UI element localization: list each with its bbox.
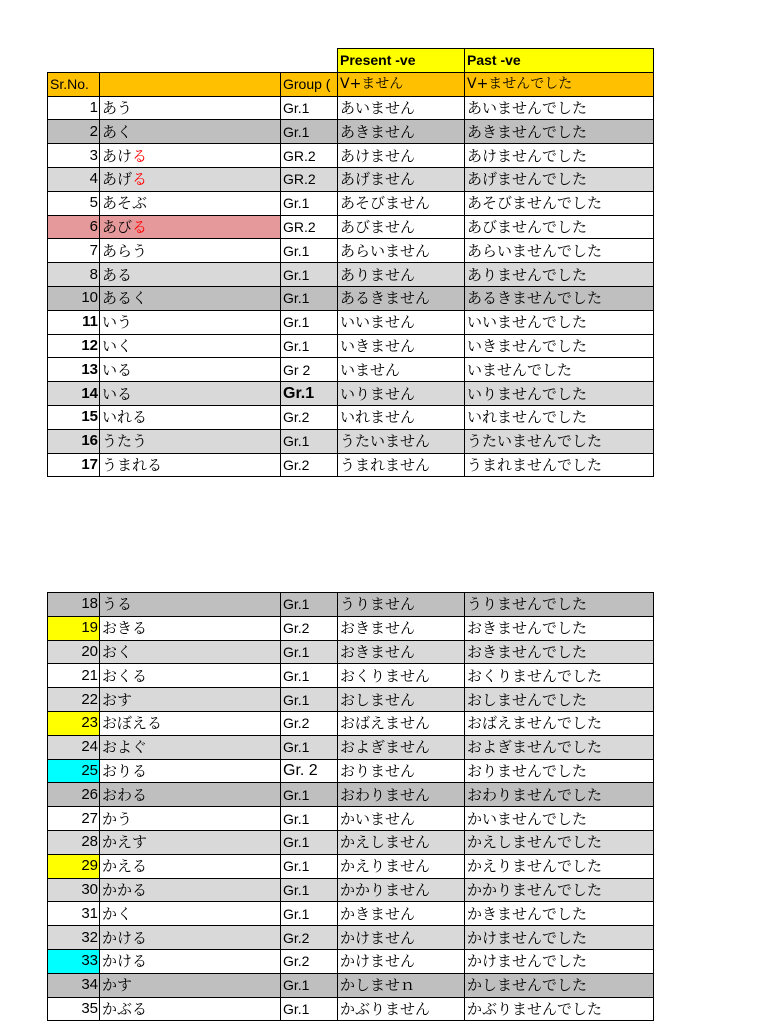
verb-cell: [100, 711, 281, 735]
row-number: 29: [48, 854, 100, 878]
past-negative-cell: いりませんでした: [465, 382, 654, 406]
verb-ending-highlight: る: [132, 170, 148, 189]
group-cell: Gr.1: [281, 664, 338, 688]
group-cell: Gr.1: [281, 239, 338, 263]
row-number: 19: [48, 616, 100, 640]
verb-cell: [100, 949, 281, 973]
present-negative-cell: およぎません: [338, 735, 465, 759]
verb-stem: あく: [102, 122, 133, 141]
present-negative-cell: ありません: [338, 263, 465, 287]
past-negative-cell: かかりませんでした: [465, 878, 654, 902]
past-negative-cell: いいませんでした: [465, 310, 654, 334]
group-cell: Gr.1: [281, 96, 338, 120]
verb-stem: かける: [102, 928, 148, 947]
group-cell: Gr.1: [281, 120, 338, 144]
past-negative-cell: あきませんでした: [465, 120, 654, 144]
verb-cell: [100, 215, 281, 239]
verb-cell: [100, 96, 281, 120]
present-negative-header: Present -ve: [338, 49, 465, 73]
verb-table-2: [47, 592, 654, 1021]
group-cell: Gr.1: [281, 807, 338, 831]
verb-stem: あらう: [102, 241, 148, 260]
past-negative-cell: うりませんでした: [465, 593, 654, 617]
row-number: 33: [48, 949, 100, 973]
row-number: 32: [48, 926, 100, 950]
past-negative-cell: かしませんでした: [465, 973, 654, 997]
row-number: 24: [48, 735, 100, 759]
table-row: [48, 640, 654, 664]
present-negative-cell: かかりません: [338, 878, 465, 902]
verb-cell: [100, 239, 281, 263]
verb-cell: [100, 830, 281, 854]
table-row: [48, 997, 654, 1021]
row-number: 31: [48, 902, 100, 926]
verb-cell: [100, 640, 281, 664]
past-negative-cell: いませんでした: [465, 358, 654, 382]
table-row: [48, 854, 654, 878]
group-cell: Gr.1: [281, 830, 338, 854]
verb-stem: うまれる: [102, 455, 163, 474]
verb-stem: おりる: [102, 761, 148, 780]
past-negative-cell: かけませんでした: [465, 949, 654, 973]
row-number: 7: [48, 239, 100, 263]
present-negative-cell: かえりません: [338, 854, 465, 878]
header-row-main: [48, 72, 654, 96]
present-negative-cell: いれません: [338, 405, 465, 429]
verb-stem: あう: [102, 98, 133, 117]
table-row: [48, 807, 654, 831]
group-cell: Gr 2: [281, 358, 338, 382]
verb-ending-highlight: る: [132, 217, 148, 236]
group-cell: Gr.1: [281, 286, 338, 310]
present-negative-cell: かけません: [338, 926, 465, 950]
present-negative-cell: いいません: [338, 310, 465, 334]
present-negative-cell: うまれません: [338, 453, 465, 477]
table-row: [48, 429, 654, 453]
group-cell: Gr.1: [281, 688, 338, 712]
group-cell: Gr.2: [281, 926, 338, 950]
table-row: [48, 664, 654, 688]
table-row: [48, 334, 654, 358]
past-negative-cell: おくりませんでした: [465, 664, 654, 688]
row-number: 23: [48, 711, 100, 735]
past-negative-cell: うたいませんでした: [465, 429, 654, 453]
table-row: [48, 688, 654, 712]
verb-cell: [100, 263, 281, 287]
past-negative-cell: あらいませんでした: [465, 239, 654, 263]
row-number: 30: [48, 878, 100, 902]
group-cell: Gr.1: [281, 997, 338, 1021]
past-negative-cell: あいませんでした: [465, 96, 654, 120]
verb-cell: [100, 688, 281, 712]
verb-stem: おぼえる: [102, 714, 163, 733]
past-negative-cell: かいませんでした: [465, 807, 654, 831]
verb-stem: かす: [102, 976, 133, 995]
table-row: [48, 593, 654, 617]
group-cell: Gr.1: [281, 263, 338, 287]
group-cell: GR.2: [281, 167, 338, 191]
verb-stem: あげ: [102, 170, 133, 189]
table-row: [48, 239, 654, 263]
row-number: 21: [48, 664, 100, 688]
verb-cell: [100, 191, 281, 215]
present-negative-cell: うたいません: [338, 429, 465, 453]
table-row: [48, 830, 654, 854]
table-row: [48, 96, 654, 120]
past-negative-cell: およぎませんでした: [465, 735, 654, 759]
table-row: [48, 616, 654, 640]
table-row: [48, 759, 654, 783]
verb-stem: かける: [102, 952, 148, 971]
verb-table-1: [47, 48, 654, 477]
group-cell: Gr.1: [281, 191, 338, 215]
past-negative-cell: おしませんでした: [465, 688, 654, 712]
table-row: [48, 926, 654, 950]
table-row: [48, 382, 654, 406]
past-negative-cell: おきませんでした: [465, 640, 654, 664]
verb-stem: ある: [102, 265, 133, 284]
table-row: [48, 286, 654, 310]
past-negative-cell: かぶりませんでした: [465, 997, 654, 1021]
verb-ending-highlight: る: [132, 146, 148, 165]
past-negative-cell: おきませんでした: [465, 616, 654, 640]
table-row: [48, 783, 654, 807]
present-negative-cell: おばえません: [338, 711, 465, 735]
verb-cell: [100, 616, 281, 640]
verb-stem: いく: [102, 336, 133, 355]
row-number: 2: [48, 120, 100, 144]
present-negative-cell: かぶりません: [338, 997, 465, 1021]
verb-cell: [100, 310, 281, 334]
row-number: 10: [48, 286, 100, 310]
row-number: 14: [48, 382, 100, 406]
row-number: 35: [48, 997, 100, 1021]
group-cell: Gr.1: [281, 593, 338, 617]
table-row: [48, 167, 654, 191]
table-row: [48, 310, 654, 334]
row-number: 27: [48, 807, 100, 831]
verb-stem: かぶる: [102, 999, 148, 1018]
verb-cell: [100, 759, 281, 783]
row-number: 20: [48, 640, 100, 664]
verb-cell: [100, 334, 281, 358]
past-negative-cell: ありませんでした: [465, 263, 654, 287]
verb-stem: おく: [102, 642, 133, 661]
row-number: 6: [48, 215, 100, 239]
verb-stem: おくる: [102, 666, 148, 685]
verb-cell: [100, 144, 281, 168]
present-negative-cell: うりません: [338, 593, 465, 617]
present-negative-cell: かいません: [338, 807, 465, 831]
verb-cell: [100, 453, 281, 477]
verb-cell: [100, 973, 281, 997]
group-cell: Gr.1: [281, 854, 338, 878]
verb-stem: おす: [102, 690, 133, 709]
present-negative-cell: おりません: [338, 759, 465, 783]
present-negative-cell: かけません: [338, 949, 465, 973]
header-blank: [100, 49, 281, 73]
past-negative-cell: おばえませんでした: [465, 711, 654, 735]
verb-stem: いれる: [102, 408, 148, 427]
verb-stem: うる: [102, 595, 133, 614]
present-negative-cell: あるきません: [338, 286, 465, 310]
row-number: 5: [48, 191, 100, 215]
past-negative-cell: おわりませんでした: [465, 783, 654, 807]
verb-cell: [100, 926, 281, 950]
past-negative-cell: おりませんでした: [465, 759, 654, 783]
group-cell: Gr.1: [281, 382, 338, 406]
verb-cell: [100, 286, 281, 310]
past-negative-cell: あびませんでした: [465, 215, 654, 239]
verb-header: [100, 72, 281, 96]
verb-cell: [100, 783, 281, 807]
verb-cell: [100, 807, 281, 831]
verb-stem: いる: [102, 360, 133, 379]
row-number: 1: [48, 96, 100, 120]
row-number: 15: [48, 405, 100, 429]
group-cell: GR.2: [281, 215, 338, 239]
verb-cell: [100, 382, 281, 406]
group-cell: Gr.2: [281, 616, 338, 640]
past-negative-cell: いきませんでした: [465, 334, 654, 358]
verb-stem: かく: [102, 904, 133, 923]
row-number: 12: [48, 334, 100, 358]
verb-stem: かえる: [102, 857, 148, 876]
verb-stem: おきる: [102, 619, 148, 638]
row-number: 8: [48, 263, 100, 287]
verb-stem: あるく: [102, 289, 148, 308]
row-number: 17: [48, 453, 100, 477]
group-cell: Gr.2: [281, 949, 338, 973]
header-blank: [281, 49, 338, 73]
verb-stem: おわる: [102, 785, 148, 804]
row-number: 11: [48, 310, 100, 334]
verb-cell: [100, 429, 281, 453]
present-negative-cell: あびません: [338, 215, 465, 239]
table-row: [48, 878, 654, 902]
present-form-header: V+ません: [338, 72, 465, 96]
past-negative-cell: かえしませんでした: [465, 830, 654, 854]
table-row: [48, 263, 654, 287]
row-number: 22: [48, 688, 100, 712]
verb-stem: いう: [102, 313, 133, 332]
row-number: 28: [48, 830, 100, 854]
table-row: [48, 453, 654, 477]
group-cell: Gr.1: [281, 429, 338, 453]
past-negative-cell: うまれませんでした: [465, 453, 654, 477]
verb-cell: [100, 997, 281, 1021]
present-negative-cell: あらいません: [338, 239, 465, 263]
row-number: 25: [48, 759, 100, 783]
present-negative-cell: いきません: [338, 334, 465, 358]
group-cell: GR.2: [281, 144, 338, 168]
group-cell: Gr.1: [281, 902, 338, 926]
group-cell: Gr.1: [281, 783, 338, 807]
verb-cell: [100, 120, 281, 144]
verb-cell: [100, 902, 281, 926]
row-number: 34: [48, 973, 100, 997]
row-number: 26: [48, 783, 100, 807]
table-row: [48, 120, 654, 144]
table-row: [48, 191, 654, 215]
present-negative-cell: おきません: [338, 640, 465, 664]
present-negative-cell: かきません: [338, 902, 465, 926]
verb-cell: [100, 167, 281, 191]
srno-header: Sr.No.: [48, 72, 100, 96]
present-negative-cell: あいません: [338, 96, 465, 120]
present-negative-cell: おくりません: [338, 664, 465, 688]
group-cell: Gr.1: [281, 640, 338, 664]
group-cell: Gr.1: [281, 973, 338, 997]
table-row: [48, 405, 654, 429]
present-negative-cell: いりません: [338, 382, 465, 406]
row-number: 13: [48, 358, 100, 382]
past-negative-cell: かえりませんでした: [465, 854, 654, 878]
verb-cell: [100, 405, 281, 429]
row-number: 16: [48, 429, 100, 453]
present-negative-cell: あげません: [338, 167, 465, 191]
header-row-top: [48, 49, 654, 73]
group-cell: Gr.1: [281, 334, 338, 358]
verb-cell: [100, 593, 281, 617]
past-negative-cell: あるきませんでした: [465, 286, 654, 310]
past-negative-cell: いれませんでした: [465, 405, 654, 429]
row-number: 3: [48, 144, 100, 168]
verb-cell: [100, 878, 281, 902]
group-cell: Gr.1: [281, 310, 338, 334]
present-negative-cell: かえしません: [338, 830, 465, 854]
group-cell: Gr.2: [281, 405, 338, 429]
table-row: [48, 711, 654, 735]
present-negative-cell: おわりません: [338, 783, 465, 807]
present-negative-cell: あきません: [338, 120, 465, 144]
table-row: [48, 358, 654, 382]
past-negative-cell: あげませんでした: [465, 167, 654, 191]
table-row: [48, 215, 654, 239]
verb-stem: およぐ: [102, 738, 148, 757]
table-row: [48, 973, 654, 997]
verb-stem: あび: [102, 217, 133, 236]
verb-stem: かかる: [102, 880, 148, 899]
present-negative-cell: いません: [338, 358, 465, 382]
table-row: [48, 735, 654, 759]
row-number: 4: [48, 167, 100, 191]
group-header: Group (: [281, 72, 338, 96]
present-negative-cell: おしません: [338, 688, 465, 712]
verb-cell: [100, 735, 281, 759]
header-blank: [48, 49, 100, 73]
verb-cell: [100, 854, 281, 878]
verb-stem: うたう: [102, 432, 148, 451]
present-negative-cell: かしませｎ: [338, 973, 465, 997]
group-cell: Gr. 2: [281, 759, 338, 783]
verb-cell: [100, 358, 281, 382]
present-negative-cell: あそびません: [338, 191, 465, 215]
group-cell: Gr.2: [281, 711, 338, 735]
group-cell: Gr.1: [281, 735, 338, 759]
row-number: 18: [48, 593, 100, 617]
group-cell: Gr.1: [281, 878, 338, 902]
present-negative-cell: あけません: [338, 144, 465, 168]
verb-stem: かう: [102, 809, 133, 828]
verb-stem: あけ: [102, 146, 133, 165]
verb-stem: あそぶ: [102, 194, 148, 213]
past-negative-cell: あそびませんでした: [465, 191, 654, 215]
group-cell: Gr.2: [281, 453, 338, 477]
verb-cell: [100, 664, 281, 688]
table-row: [48, 902, 654, 926]
present-negative-cell: おきません: [338, 616, 465, 640]
past-negative-cell: かけませんでした: [465, 926, 654, 950]
past-negative-cell: あけませんでした: [465, 144, 654, 168]
table-row: [48, 144, 654, 168]
past-form-header: V+ませんでした: [465, 72, 654, 96]
table-row: [48, 949, 654, 973]
past-negative-cell: かきませんでした: [465, 902, 654, 926]
verb-stem: いる: [102, 384, 133, 403]
verb-stem: かえす: [102, 833, 148, 852]
past-negative-header: Past -ve: [465, 49, 654, 73]
